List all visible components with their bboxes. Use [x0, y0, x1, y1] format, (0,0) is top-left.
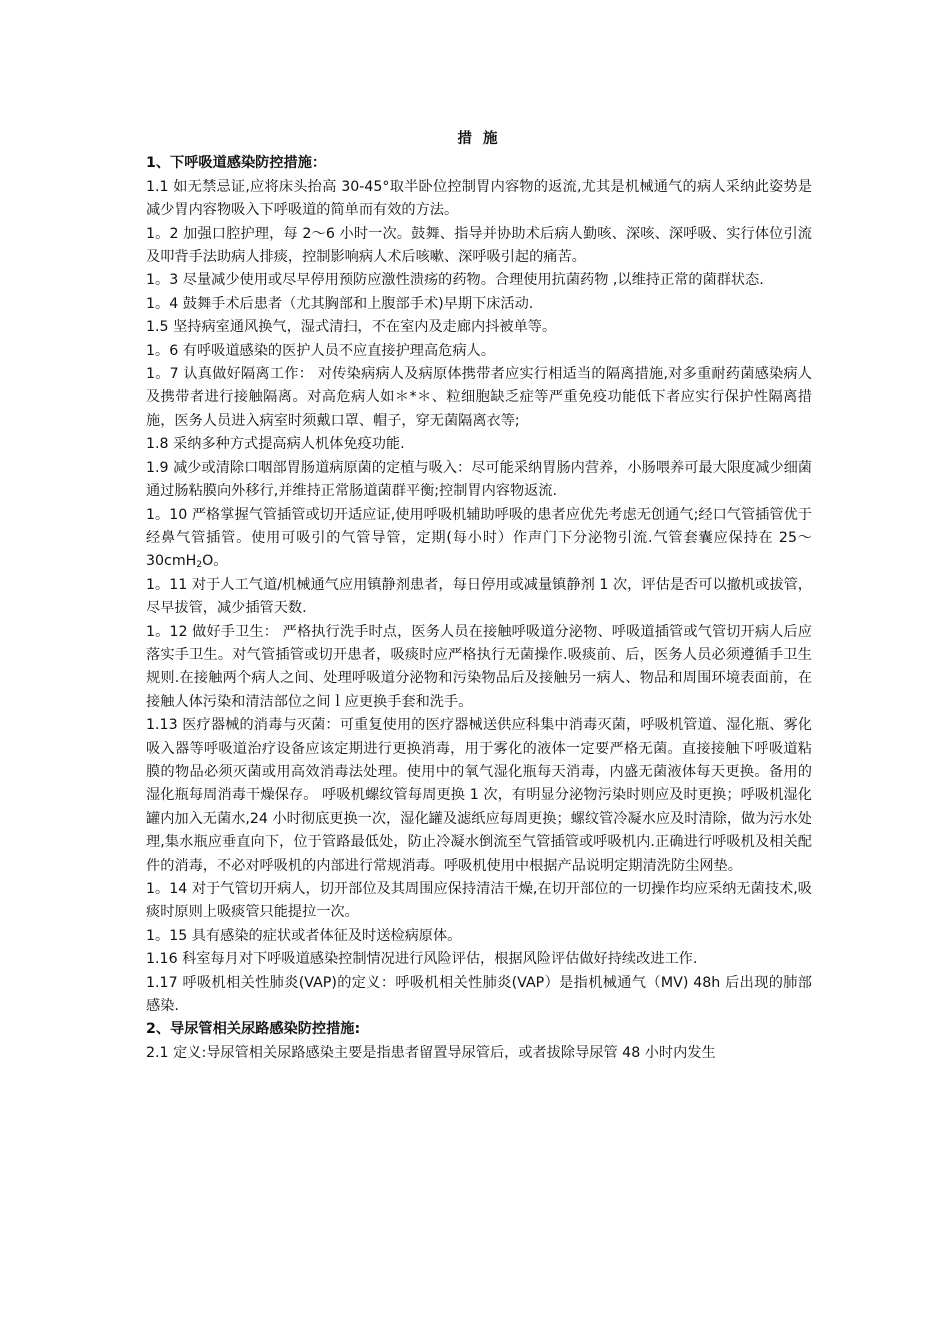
paragraph-1-10-end: O。	[202, 553, 228, 570]
paragraph-1-12: 1。12 做好手卫生： 严格执行洗手时点，医务人员在接触呼吸道分泌物、呼吸道插管或气管切开病人后应落实手卫生。对气管插管或切开患者，吸痰时应严格执行无菌操作.吸痰前、后，医务人员必须遵循手卫生规则.在接触两个病人之间、处理呼吸道分泌物和污染物品后及接触另一病人、物品和周围环境表面前，在接触人体污染和清洁部位之间ｌ应更换手套和洗手。	[146, 623, 812, 710]
paragraph-1-5: 1.5 坚持病室通风换气，湿式清扫，不在室内及走廊内抖被单等。	[146, 319, 557, 336]
paragraph-1-16: 1.16 科室每月对下呼吸道感染控制情况进行风险评估，根据风险评估做好持续改进工作.	[146, 951, 698, 968]
paragraph-1-3: 1。3 尽量减少使用或尽早停用预防应激性溃疡的药物。合理使用抗菌药物 ,以维持正常的菌群状态.	[146, 272, 764, 289]
paragraph-1-10	[146, 504, 812, 574]
paragraph-1-9: 1.9 减少或清除口咽部胃肠道病原菌的定植与吸入：尽可能采纳胃肠内营养，小肠喂养可最大限度减少细菌通过肠粘膜向外移行,并维持正常肠道菌群平衡;控制胃内容物返流.	[146, 459, 812, 500]
paragraph-1-13: 1.13 医疗器械的消毒与灭菌：可重复使用的医疗器械送供应科集中消毒灭菌，呼吸机管道、湿化瓶、雾化吸入器等呼吸道治疗设备应该定期进行更换消毒，用于雾化的液体一定要严格无菌。直接接触下呼吸道粘膜的物品必须灭菌或用高效消毒法处理。使用中的氧气湿化瓶每天消毒，内盛无菌液体每天更换。备用的湿化瓶每周消毒干燥保存。 呼吸机螺纹管每周更换 1 次，有明显分泌物污染时则应及时更换；呼吸机湿化罐内加入无菌水,24 小时彻底更换一次，湿化罐及滤纸应每周更换；螺纹管冷凝水应及时清除，做为污水处理,集水瓶应垂直向下，位于管路最低处，防止冷凝水倒流至气管插管或呼吸机内.正确进行呼吸机及相关配件的消毒，不必对呼吸机的内部进行常规消毒。呼吸机使用中根据产品说明定期清洗防尘网垫。	[146, 717, 812, 874]
paragraph-2-1: 2.1 定义:导尿管相关尿路感染主要是指患者留置导尿管后，或者拔除导尿管 48 小时内发生	[146, 1044, 716, 1061]
paragraph-1-2: 1。2 加强口腔护理，每 2～6 小时一次。鼓舞、指导并协助术后病人勤咳、深咳、深呼吸、实行体位引流及叩背手法助病人排痰，控制影响病人术后咳嗽、深呼吸引起的痛苦。	[146, 225, 812, 266]
paragraph-1-11: 1。11 对于人工气道/机械通气应用镇静剂患者，每日停用或减量镇静剂 1 次，评估是否可以撤机或拔管，尽早拔管，减少插管天数.	[146, 576, 812, 617]
paragraph-1-14: 1。14 对于气管切开病人，切开部位及其周围应保持清洁干燥,在切开部位的一切操作均应采纳无菌技术,吸痰时原则上吸痰管只能提拉一次。	[146, 881, 812, 921]
paragraph-1-6: 1。6 有呼吸道感染的医护人员不应直接护理高危病人。	[146, 342, 495, 359]
subscript-2: 2	[196, 560, 203, 571]
paragraph-1-8: 1.8 采纳多种方式提高病人机体免疫功能.	[146, 436, 405, 453]
section-heading-1: 1、下呼吸道感染防控措施：	[146, 155, 327, 172]
paragraph-1-10-text: 1。10 严格掌握气管插管或切开适应证,使用呼吸机辅助呼吸的患者应优先考虑无创通气;经口气管插管优于经鼻气管插管。使用可吸引的气管导管，定期(每小时）作声门下分泌物引流.气管套囊应保持在 25～30cmH	[146, 506, 812, 570]
paragraph-1-17: 1.17 呼吸机相关性肺炎(VAP)的定义：呼吸机相关性肺炎(VAP）是指机械通气（MV) 48h 后出现的肺部感染.	[146, 974, 812, 1015]
paragraph-1-15: 1。15 具有感染的症状或者体征及时送检病原体。	[146, 927, 462, 944]
paragraph-1-1: 1.1 如无禁忌证,应将床头抬高 30-45°取半卧位控制胃内容物的返流,尤其是机械通气的病人采纳此姿势是减少胃内容物吸入下呼吸道的简单而有效的方法。	[146, 178, 812, 219]
document-title: 措 施	[457, 131, 501, 147]
section-heading-2: 2、导尿管相关尿路感染防控措施:	[146, 1021, 361, 1038]
paragraph-1-4: 1。4 鼓舞手术后患者（尤其胸部和上腹部手术)早期下床活动.	[146, 295, 534, 312]
paragraph-1-7: 1。7 认真做好隔离工作： 对传染病病人及病原体携带者应实行相适当的隔离措施,对多重耐药菌感染病人及携带者进行接触隔离。对高危病人如＊*＊、粒细胞缺乏症等严重免疫功能低下者应实行保护性隔离措施，医务人员进入病室时须戴口罩、帽子，穿无菌隔离衣等;	[146, 366, 812, 429]
document-body	[146, 128, 812, 1065]
